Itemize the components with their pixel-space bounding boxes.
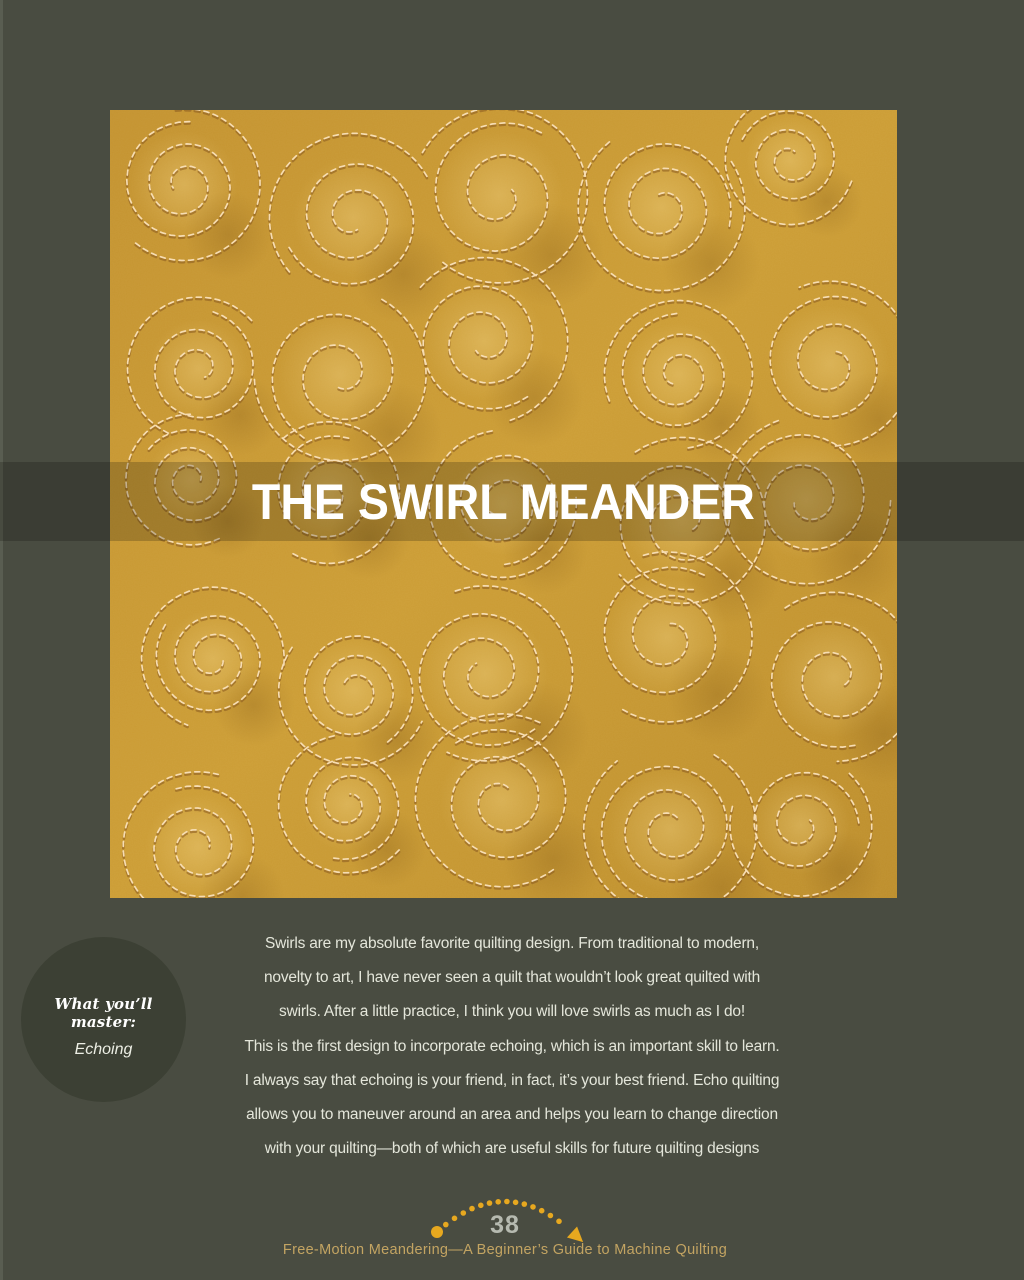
master-badge-heading: What you’ll master: [54, 994, 153, 1031]
arc-dot [522, 1201, 528, 1207]
running-footer-book-title: Free-Motion Meandering—A Beginner’s Guide to Machine Quilting [282, 1242, 728, 1258]
body-paragraph-1 [192, 927, 832, 1029]
arc-dot [513, 1200, 519, 1206]
master-badge-circle [21, 937, 186, 1102]
arc-dot [504, 1199, 510, 1205]
text-line: swirls. After a little practice, I think you will love swirls as much as I do! [279, 1003, 745, 1020]
page-title-text: THE SWIRL MEANDER [252, 473, 755, 530]
text-line: novelty to art, I have never seen a quilt that wouldn’t look great quilted with [263, 969, 760, 986]
text-line: I always say that echoing is your friend, in fact, it’s your best friend. Echo quilting [244, 1072, 780, 1089]
text-line: allows you to maneuver around an area and helps you learn to change direction [246, 1106, 778, 1123]
arc-dot [530, 1204, 536, 1210]
arc-dot [478, 1203, 484, 1209]
text-line: with your quilting—both of which are useful skills for future quilting designs [264, 1140, 760, 1157]
page-title [110, 462, 897, 541]
page-number: 38 [490, 1211, 520, 1239]
arc-dot [495, 1199, 501, 1205]
master-badge-skill: Echoing [74, 1040, 133, 1058]
text-line: Swirls are my absolute favorite quilting design. From traditional to modern, [265, 935, 759, 952]
body-paragraph-2 [192, 1030, 832, 1166]
text-line: This is the first design to incorporate echoing, which is an important skill to learn. [244, 1038, 780, 1055]
arc-dot [487, 1200, 493, 1206]
arc-dot [469, 1206, 475, 1212]
page-edge-highlight [0, 0, 3, 1280]
